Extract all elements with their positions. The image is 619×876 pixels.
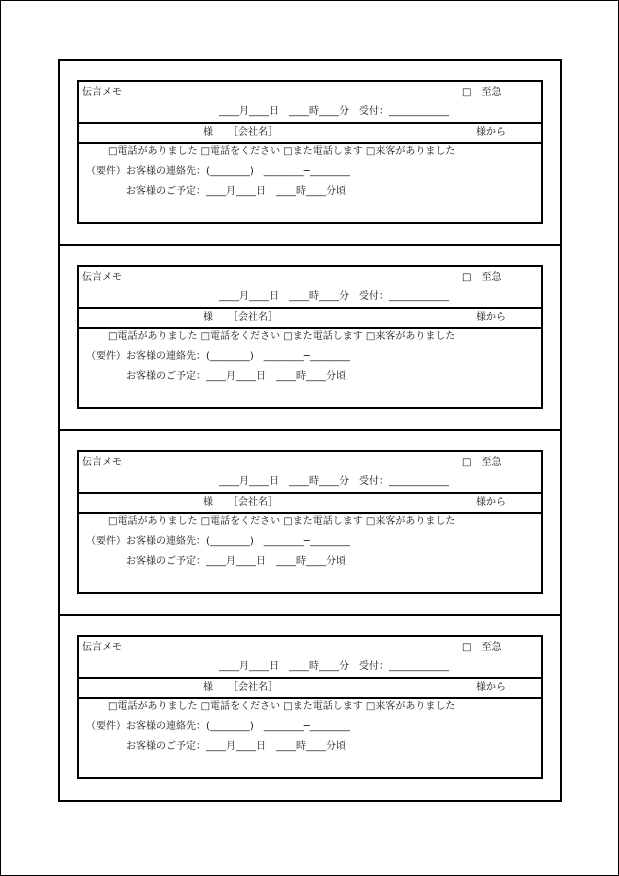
message-memo-card (77, 80, 543, 224)
row-divider (79, 512, 541, 514)
row-divider (79, 677, 541, 679)
section-divider (60, 614, 560, 616)
row-divider (79, 492, 541, 494)
row-divider (79, 697, 541, 699)
datetime-received-field[interactable]: ____月____日 ____時____分 受付：____________ (219, 291, 449, 302)
message-memo-card (77, 635, 543, 779)
customer-contact-field[interactable]: （要件）お客様の連絡先：(________) ________─________ (86, 721, 350, 732)
memo-title: 伝言メモ (82, 272, 122, 283)
urgent-checkbox[interactable]: □ 至急 (462, 642, 502, 653)
recipient-company-field[interactable]: 様 ［会社名］ (203, 682, 278, 693)
row-divider (79, 122, 541, 124)
customer-schedule-field[interactable]: お客様のご予定：____月____日 ____時____分頃 (126, 371, 346, 382)
datetime-received-field[interactable]: ____月____日 ____時____分 受付：____________ (219, 476, 449, 487)
row-divider (79, 142, 541, 144)
caller-name-field[interactable]: 様から (476, 682, 506, 693)
customer-contact-field[interactable]: （要件）お客様の連絡先：(________) ________─________ (86, 351, 350, 362)
urgent-checkbox[interactable]: □ 至急 (462, 457, 502, 468)
section-divider (60, 429, 560, 431)
message-memo-card (77, 265, 543, 409)
message-type-options[interactable]: □電話がありました □電話をください □また電話します □来客がありました (108, 516, 456, 527)
message-type-options[interactable]: □電話がありました □電話をください □また電話します □来客がありました (108, 331, 456, 342)
customer-schedule-field[interactable]: お客様のご予定：____月____日 ____時____分頃 (126, 556, 346, 567)
row-divider (79, 307, 541, 309)
memo-title: 伝言メモ (82, 642, 122, 653)
customer-contact-field[interactable]: （要件）お客様の連絡先：(________) ________─________ (86, 536, 350, 547)
row-divider (79, 327, 541, 329)
customer-contact-field[interactable]: （要件）お客様の連絡先：(________) ________─________ (86, 166, 350, 177)
message-memo-card (77, 450, 543, 594)
caller-name-field[interactable]: 様から (476, 312, 506, 323)
customer-schedule-field[interactable]: お客様のご予定：____月____日 ____時____分頃 (126, 186, 346, 197)
caller-name-field[interactable]: 様から (476, 127, 506, 138)
memo-sheet (58, 59, 562, 802)
message-type-options[interactable]: □電話がありました □電話をください □また電話します □来客がありました (108, 701, 456, 712)
customer-schedule-field[interactable]: お客様のご予定：____月____日 ____時____分頃 (126, 741, 346, 752)
recipient-company-field[interactable]: 様 ［会社名］ (203, 312, 278, 323)
datetime-received-field[interactable]: ____月____日 ____時____分 受付：____________ (219, 661, 449, 672)
recipient-company-field[interactable]: 様 ［会社名］ (203, 497, 278, 508)
datetime-received-field[interactable]: ____月____日 ____時____分 受付：____________ (219, 106, 449, 117)
caller-name-field[interactable]: 様から (476, 497, 506, 508)
urgent-checkbox[interactable]: □ 至急 (462, 272, 502, 283)
memo-title: 伝言メモ (82, 87, 122, 98)
section-divider (60, 244, 560, 246)
memo-title: 伝言メモ (82, 457, 122, 468)
urgent-checkbox[interactable]: □ 至急 (462, 87, 502, 98)
recipient-company-field[interactable]: 様 ［会社名］ (203, 127, 278, 138)
message-type-options[interactable]: □電話がありました □電話をください □また電話します □来客がありました (108, 146, 456, 157)
